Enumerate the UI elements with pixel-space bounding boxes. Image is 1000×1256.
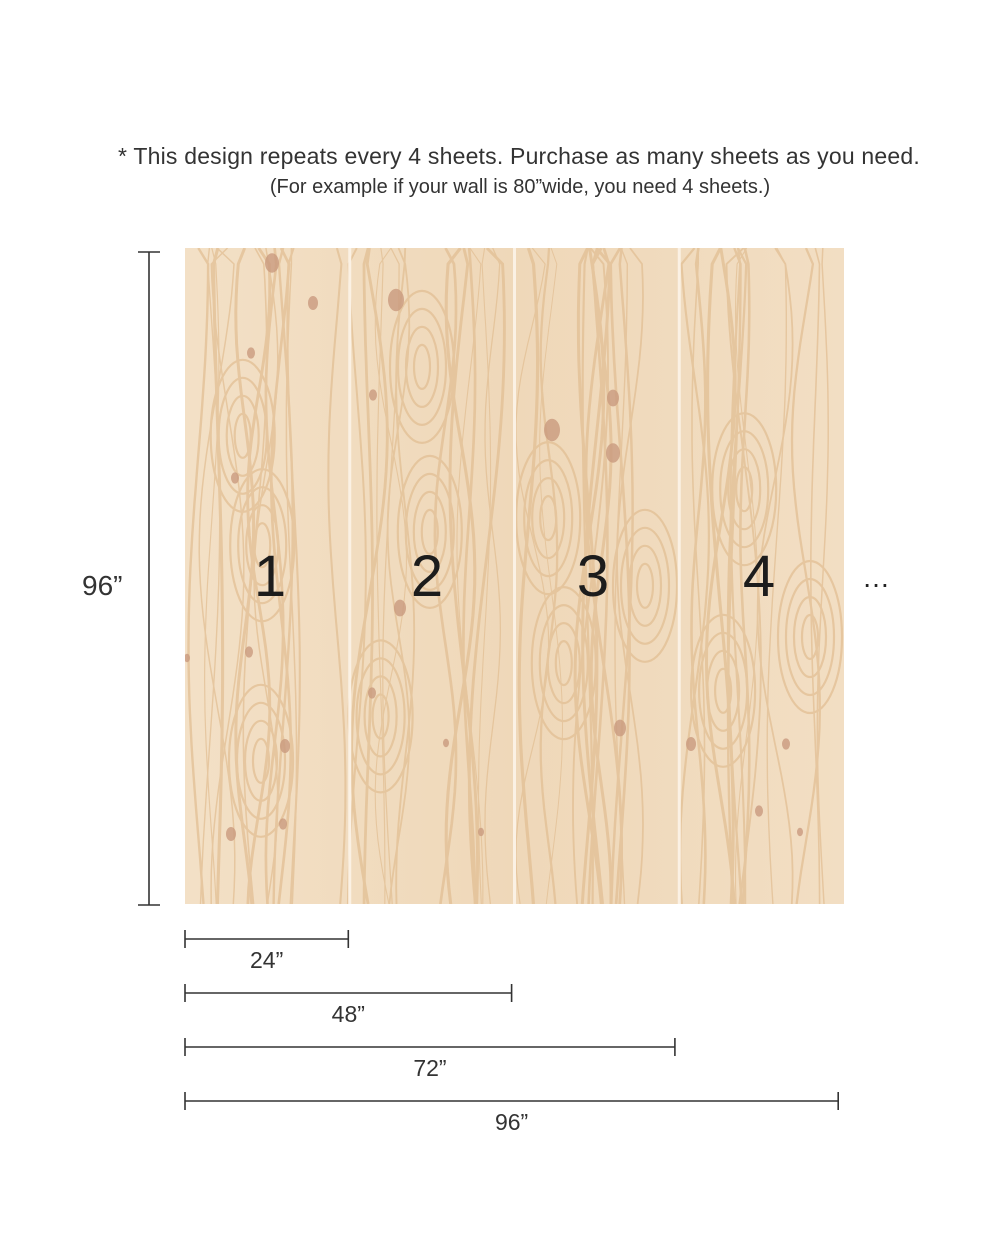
wood-knot: [607, 390, 619, 407]
wood-knot: [369, 389, 377, 400]
wood-knot: [388, 289, 404, 311]
wood-knot: [755, 805, 763, 816]
sheet-number-1: 1: [253, 544, 287, 609]
wood-knot: [247, 347, 255, 358]
wood-knot: [231, 472, 239, 483]
wood-knot: [544, 419, 560, 441]
wood-knot: [279, 818, 287, 829]
height-label: 96”: [82, 570, 123, 601]
wood-knot: [245, 646, 253, 657]
wood-knot: [308, 296, 318, 310]
wood-knot: [443, 739, 449, 747]
wood-knot: [686, 737, 696, 751]
width-label: 48”: [331, 1001, 365, 1027]
sheet-number-3: 3: [576, 544, 610, 609]
width-label: 96”: [494, 1109, 529, 1135]
wood-knot: [614, 720, 626, 737]
continuation-ellipsis: …: [862, 562, 892, 593]
wood-knot: [478, 828, 484, 836]
wood-knot: [797, 828, 803, 836]
wood-knot: [368, 687, 376, 698]
wood-knot: [265, 253, 279, 273]
width-label: 72”: [413, 1055, 447, 1081]
sheet-number-2: 2: [410, 544, 444, 609]
wood-knot: [606, 443, 620, 463]
wood-knot: [226, 827, 236, 841]
wood-knot: [280, 739, 290, 753]
width-label: 24”: [250, 947, 284, 973]
sheet-number-4: 4: [742, 544, 776, 609]
wood-knot: [782, 738, 790, 749]
repeat-note: * This design repeats every 4 sheets. Purchase as many sheets as you need.: [118, 143, 920, 169]
example-note: (For example if your wall is 80”wide, you need 4 sheets.): [269, 176, 771, 198]
